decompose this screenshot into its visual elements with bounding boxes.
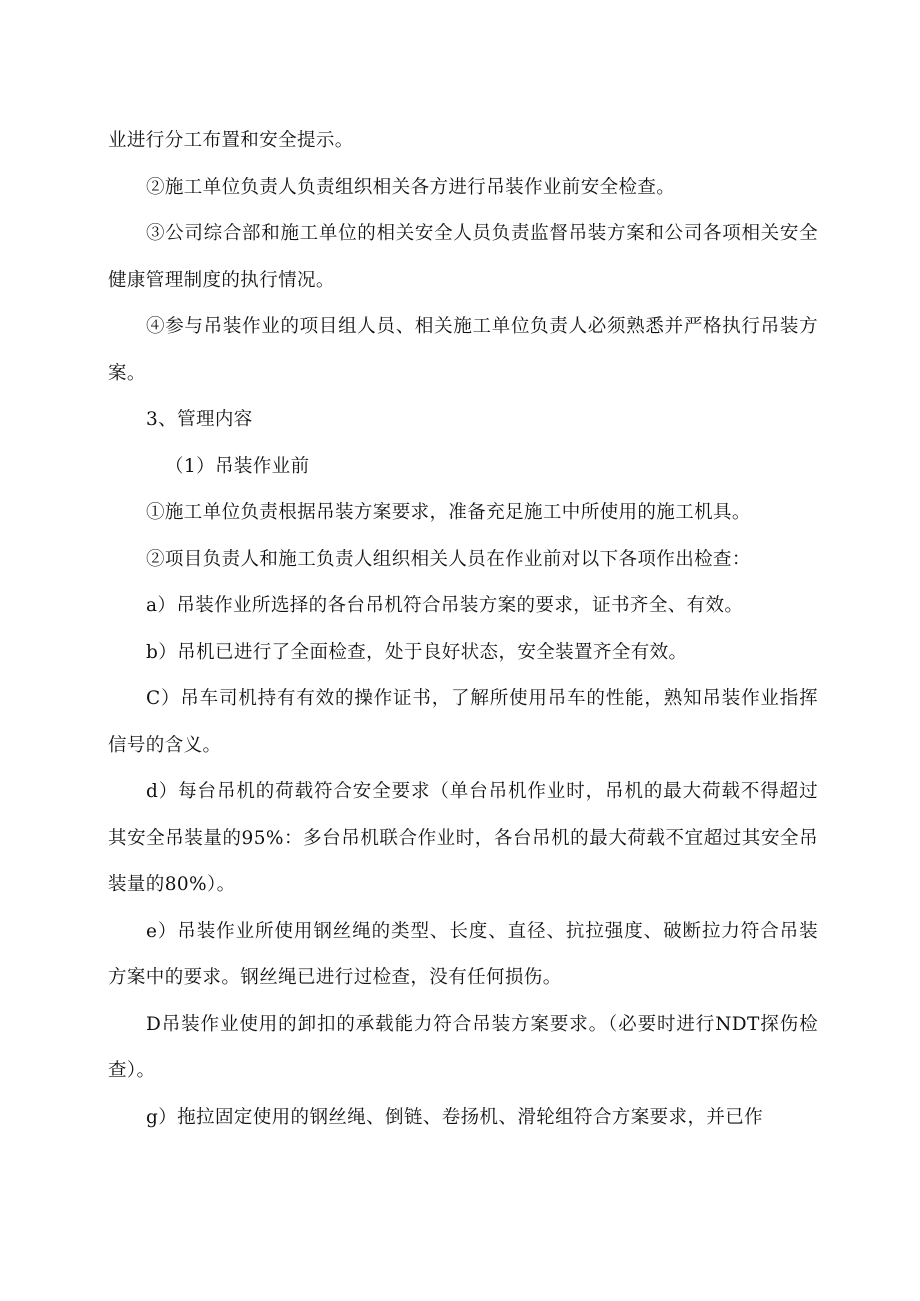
section-heading: 3、管理内容 bbox=[146, 409, 253, 430]
list-item: b）吊机已进行了全面检查，处于良好状态，安全装置齐全有效。 bbox=[146, 641, 688, 663]
list-item: d）每台吊机的荷载符合安全要求（单台吊机作业时，吊机的最大荷载不得超过其安全吊装量的95%：多台吊机联合作业时，各台吊机的最大荷载不宜超过其安全吊装量的80%）。 bbox=[108, 781, 818, 895]
paragraph: ②项目负责人和施工负责人组织相关人员在作业前对以下各项作出检查： bbox=[146, 548, 751, 570]
paragraph: ③公司综合部和施工单位的相关安全人员负责监督吊装方案和公司各项相关安全健康管理制度的执行情况。 bbox=[108, 223, 818, 291]
paragraph: 业进行分工布置和安全提示。 bbox=[108, 130, 354, 151]
document-body bbox=[108, 118, 818, 1141]
list-item: a）吊装作业所选择的各台吊机符合吊装方案的要求，证书齐全、有效。 bbox=[146, 595, 744, 616]
paragraph: ①施工单位负责根据吊装方案要求，准备充足施工中所使用的施工机具。 bbox=[146, 502, 751, 523]
list-item: e）吊装作业所使用钢丝绳的类型、长度、直径、抗拉强度、破断拉力符合吊装方案中的要求。钢丝绳已进行过检查，没有任何损伤。 bbox=[108, 920, 818, 988]
list-item: D吊装作业使用的卸扣的承载能力符合吊装方案要求。（必要时进行NDT探伤检查）。 bbox=[108, 1013, 818, 1081]
paragraph: ④参与吊装作业的项目组人员、相关施工单位负责人必须熟悉并严格执行吊装方案。 bbox=[108, 316, 818, 384]
paragraph: ②施工单位负责人负责组织相关各方进行吊装作业前安全检查。 bbox=[146, 176, 676, 198]
list-item: C）吊车司机持有有效的操作证书，了解所使用吊车的性能，熟知吊装作业指挥信号的含义。 bbox=[108, 688, 818, 756]
list-item: g）拖拉固定使用的钢丝绳、倒链、卷扬机、滑轮组符合方案要求，并已作 bbox=[146, 1106, 764, 1128]
subsection-heading: （1）吊装作业前 bbox=[165, 455, 310, 477]
